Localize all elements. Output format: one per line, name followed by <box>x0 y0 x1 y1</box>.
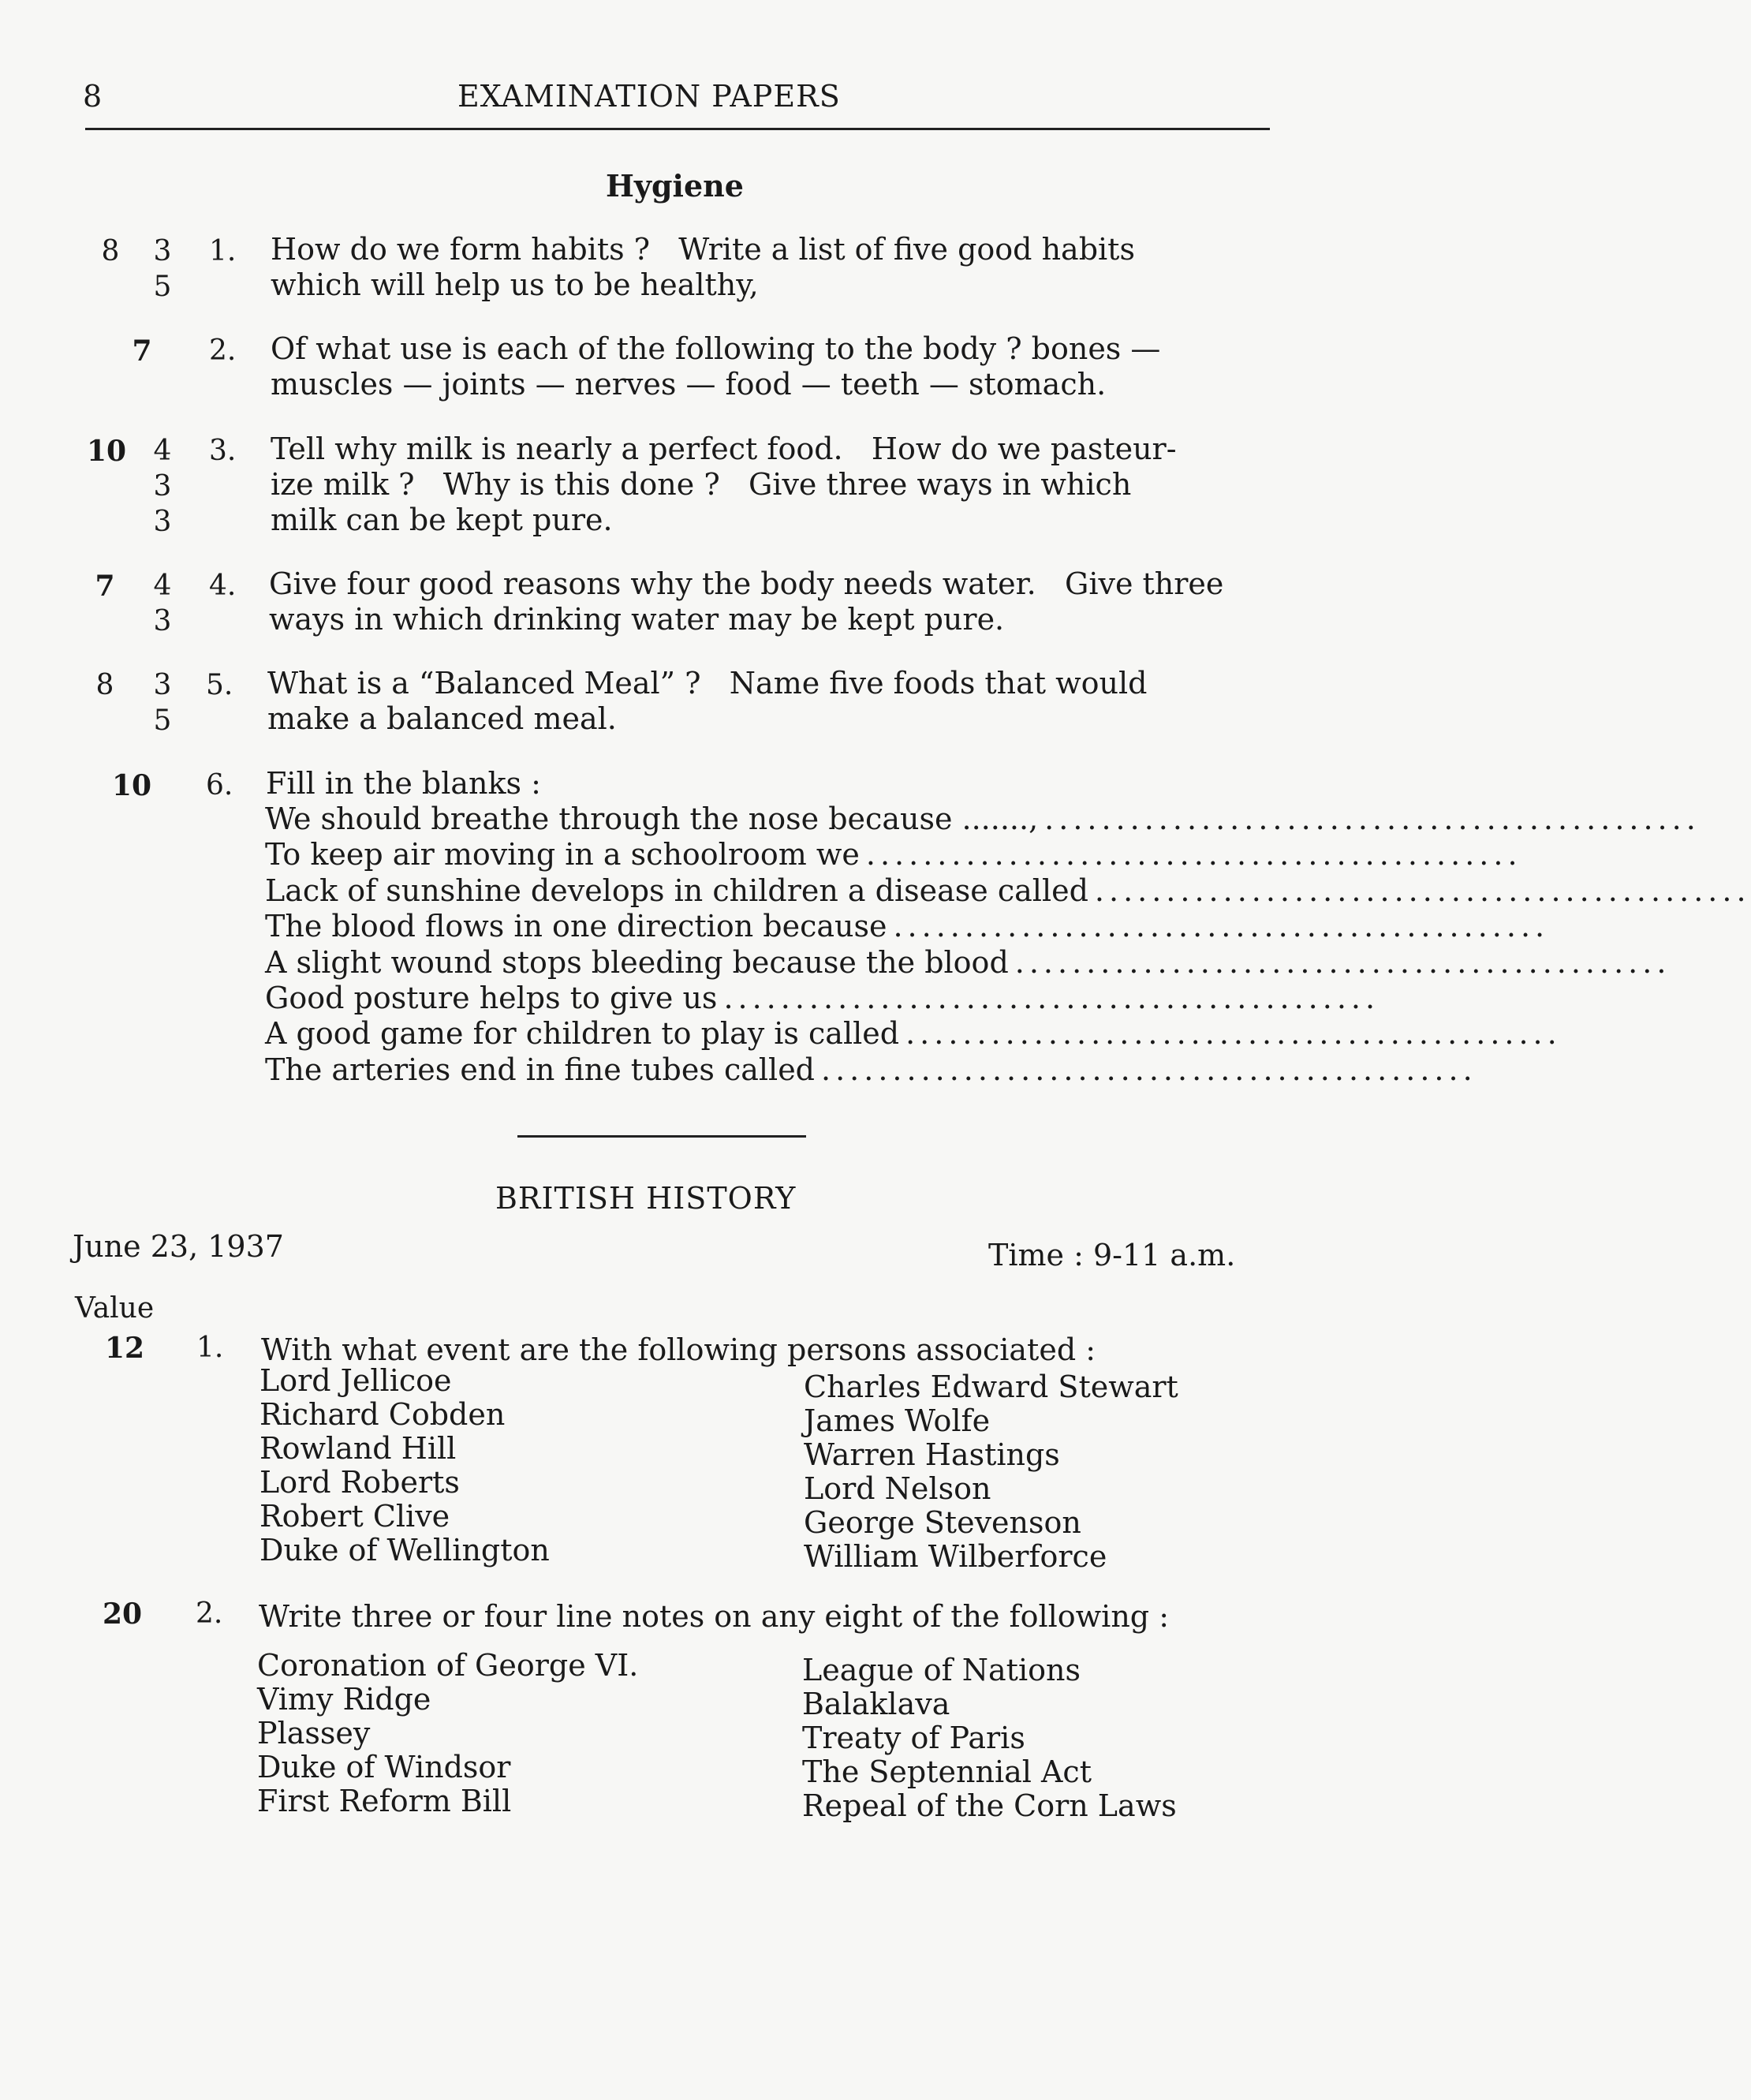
blank-prompt: To keep air moving in a schoolroom we <box>265 837 860 873</box>
section-title-hygiene: Hygiene <box>606 168 744 204</box>
fill-in-blank <box>265 981 1380 1016</box>
list-item: Warren Hastings <box>804 1437 1060 1472</box>
blank-prompt: The blood flows in one direction because <box>265 909 887 944</box>
section-divider <box>517 1135 806 1138</box>
list-item: Robert Clive <box>259 1499 450 1534</box>
list-item: Treaty of Paris <box>802 1721 1025 1755</box>
question-prompt: With what event are the following persons associated : <box>261 1332 1096 1367</box>
question-text <box>271 232 1135 303</box>
question-line: How do we form habits ? Write a list of five good habits <box>271 232 1135 267</box>
question-text <box>269 566 1223 637</box>
list-item: League of Nations <box>802 1653 1081 1687</box>
question-line: Give four good reasons why the body needs water. Give three <box>269 566 1224 601</box>
list-item: The Septennial Act <box>802 1754 1092 1789</box>
blank-dots: .............................................. <box>905 1016 1562 1052</box>
list-item: William Wilberforce <box>804 1539 1107 1574</box>
value-column-label: Value <box>75 1292 155 1325</box>
topics-right-column <box>802 1653 1177 1823</box>
list-item: Rowland Hill <box>259 1431 457 1466</box>
mark-part: 5 <box>153 704 172 737</box>
blank-dots: .............................................. <box>1014 944 1671 980</box>
blank-dots: .............................................. <box>723 981 1380 1016</box>
question-prompt: Write three or four line notes on any eight of the following : <box>259 1599 1170 1634</box>
list-item: Lord Nelson <box>804 1471 991 1506</box>
fill-in-blank <box>265 802 1701 837</box>
question-number: 1. <box>196 1332 224 1364</box>
question-intro: Fill in the blanks : <box>266 766 541 801</box>
list-item: Repeal of the Corn Laws <box>802 1788 1177 1823</box>
list-item: Balaklava <box>802 1687 950 1721</box>
fill-in-blank <box>265 909 1550 944</box>
fill-in-blank <box>265 873 1751 909</box>
question-line: muscles — joints — nerves — food — teeth — stomach. <box>271 367 1107 402</box>
blank-prompt: We should breathe through the nose because ......., <box>265 802 1039 836</box>
blank-dots: .............................................. <box>821 1052 1477 1087</box>
header-rule <box>85 128 1270 130</box>
list-item: Duke of Wellington <box>259 1533 550 1568</box>
question-number: 4. <box>209 570 237 602</box>
question-number: 6. <box>206 769 233 802</box>
blank-prompt: The arteries end in fine tubes called <box>265 1052 816 1087</box>
mark-part: 4 <box>153 570 172 602</box>
list-item: James Wolfe <box>804 1403 991 1438</box>
question-line: ways in which drinking water may be kept pure. <box>269 602 1005 637</box>
topics-left-column <box>257 1649 638 1818</box>
question-line: Tell why milk is nearly a perfect food. How do we pasteur- <box>271 432 1177 466</box>
question-line: make a balanced meal. <box>267 701 617 736</box>
list-item: Plassey <box>257 1716 371 1751</box>
question-number: 1. <box>209 235 237 267</box>
mark-part: 3 <box>153 470 172 503</box>
question-line: milk can be kept pure. <box>271 503 613 537</box>
blank-dots: .............................................. <box>893 909 1550 944</box>
question-number: 2. <box>196 1597 223 1630</box>
blank-prompt: A good game for children to play is called <box>265 1016 900 1052</box>
list-item: Lord Roberts <box>259 1465 460 1500</box>
mark-part: 3 <box>153 235 172 267</box>
blank-dots: .............................................. <box>1094 873 1751 908</box>
list-item: Lord Jellicoe <box>259 1363 452 1398</box>
question-text <box>271 331 1160 402</box>
exam-time: Time : 9-11 a.m. <box>988 1238 1236 1272</box>
names-right-column <box>804 1370 1178 1574</box>
list-item: Duke of Windsor <box>257 1750 511 1784</box>
blank-prompt: A slight wound stops bleeding because the blood <box>265 944 1009 980</box>
list-item: George Stevenson <box>804 1505 1081 1540</box>
question-line: which will help us to be healthy, <box>271 267 759 302</box>
question-text <box>267 666 1148 737</box>
question-line: What is a “Balanced Meal” ? Name five foods that would <box>267 666 1148 701</box>
mark-total: 20 <box>103 1597 143 1631</box>
question-line: ize milk ? Why is this done ? Give three ways in which <box>271 467 1132 502</box>
mark-part: 3 <box>153 506 172 538</box>
running-title: EXAMINATION PAPERS <box>457 79 841 114</box>
list-item: Richard Cobden <box>259 1397 506 1432</box>
fill-in-blank <box>265 1016 1562 1052</box>
mark-total: 10 <box>87 435 127 468</box>
mark-part: 4 <box>153 435 172 467</box>
fill-in-blank <box>265 1052 1477 1088</box>
names-left-column <box>259 1364 550 1568</box>
fill-in-blank <box>265 944 1671 981</box>
blank-prompt: Good posture helps to give us <box>265 981 718 1016</box>
list-item: Vimy Ridge <box>257 1682 431 1717</box>
mark-total: 8 <box>95 669 114 701</box>
mark-total: 8 <box>101 235 120 267</box>
fill-in-blank <box>265 837 1522 873</box>
list-item: Charles Edward Stewart <box>804 1369 1178 1404</box>
mark-total: 10 <box>112 769 152 802</box>
question-text <box>271 432 1177 538</box>
section-title-british-history: BRITISH HISTORY <box>495 1181 797 1216</box>
blank-dots: .............................................. <box>865 837 1522 873</box>
mark-part: 3 <box>153 605 172 637</box>
question-line: Of what use is each of the following to the body ? bones — <box>271 331 1161 366</box>
mark-total: 12 <box>105 1332 145 1365</box>
mark-part: 3 <box>153 669 172 701</box>
mark-total: 7 <box>95 570 115 603</box>
question-number: 3. <box>209 435 237 467</box>
mark-total: 7 <box>132 334 152 368</box>
question-number: 2. <box>209 334 237 367</box>
fill-in-blanks-list <box>265 802 1751 1088</box>
mark-part: 5 <box>153 271 172 303</box>
question-number: 5. <box>206 669 233 701</box>
list-item: First Reform Bill <box>257 1784 512 1818</box>
blank-prompt: Lack of sunshine develops in children a disease called <box>265 873 1088 908</box>
page-number: 8 <box>83 79 103 114</box>
list-item: Coronation of George VI. <box>257 1648 639 1683</box>
blank-dots: .............................................. <box>1044 802 1701 836</box>
exam-date: June 23, 1937 <box>73 1229 284 1264</box>
